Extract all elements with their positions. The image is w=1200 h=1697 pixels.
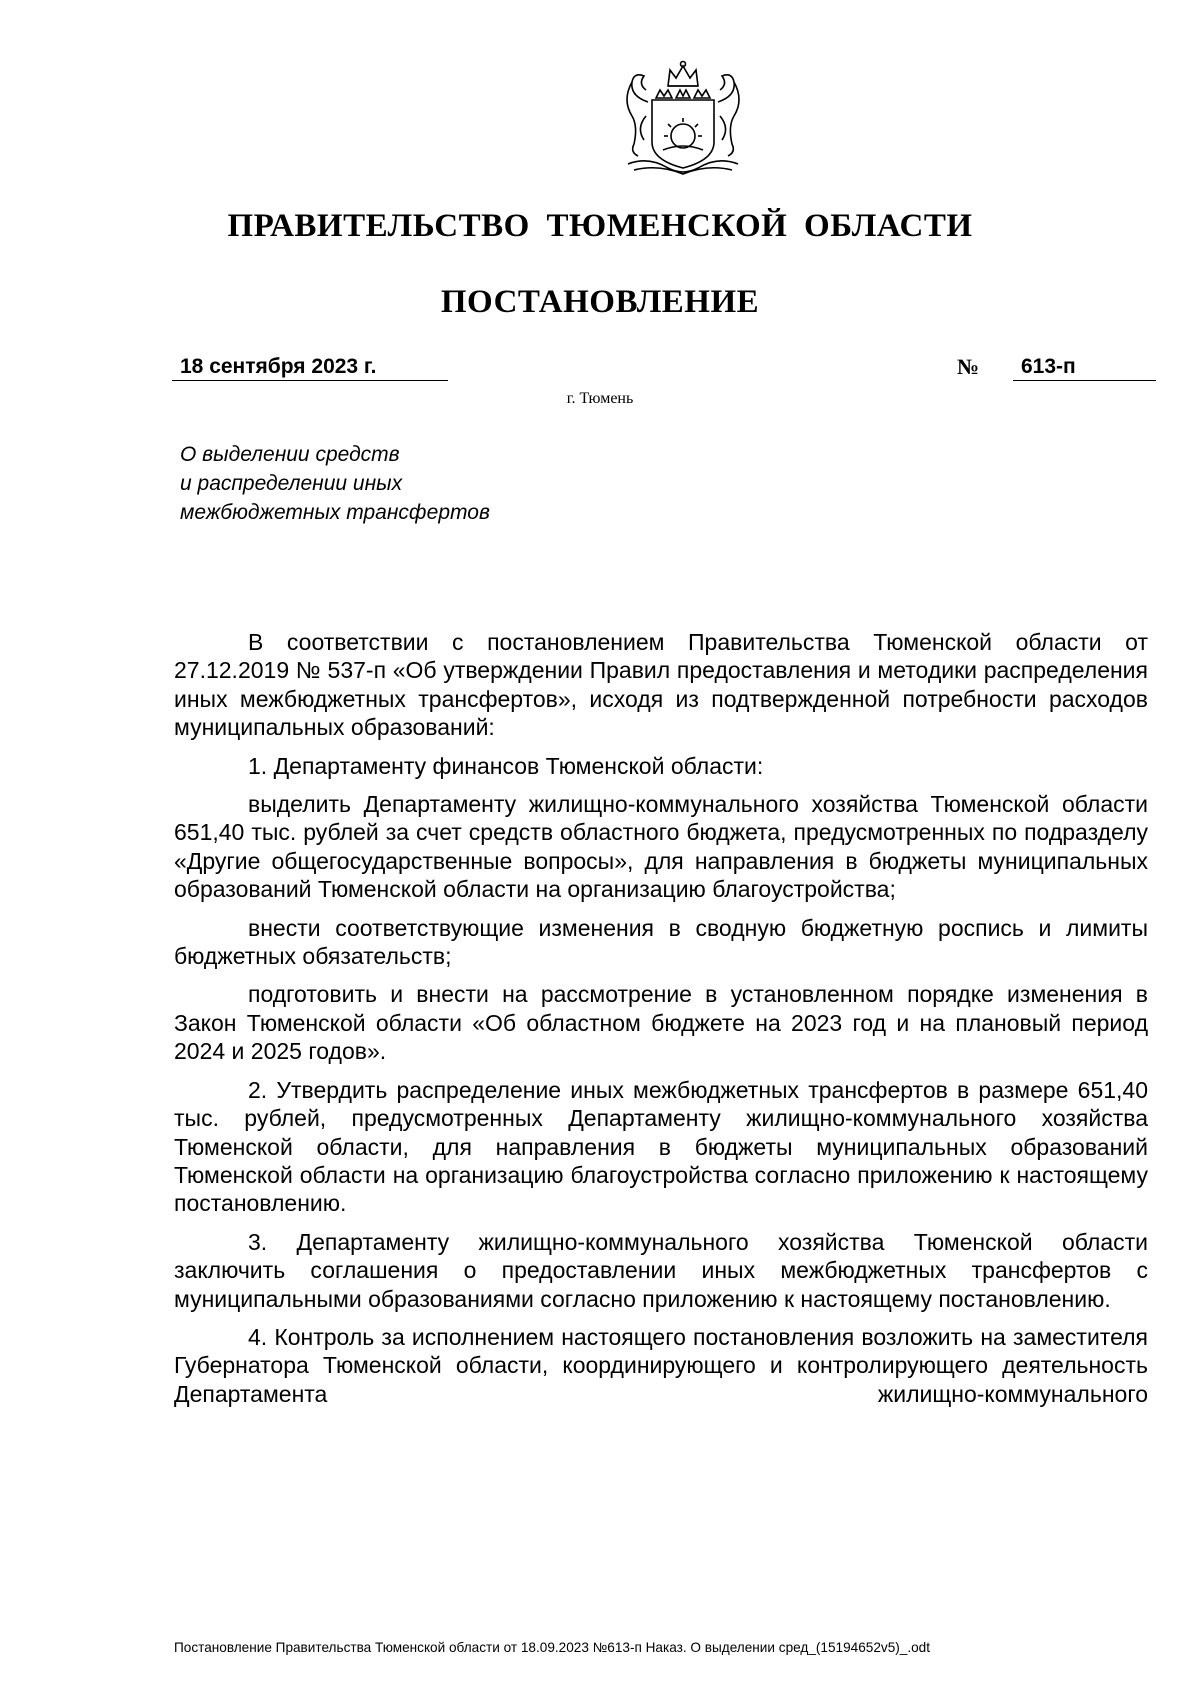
- footer-filename: Постановление Правительства Тюменской области от 18.09.2023 №613-п Наказ. О выделении сред_(15194652v5)_.odt: [174, 1640, 931, 1655]
- city: г. Тюмень: [566, 390, 634, 407]
- document-type: ПОСТАНОВЛЕНИЕ: [440, 284, 760, 320]
- subject-line: и распределении иных: [180, 472, 403, 495]
- document-date: 18 сентября 2023 г.: [172, 354, 448, 381]
- subject-line: О выделении средств: [180, 443, 400, 466]
- number-sign: №: [957, 354, 980, 379]
- subject-line: межбюджетных трансфертов: [180, 501, 490, 524]
- document-number: 613-п: [1013, 354, 1156, 381]
- body-paragraph: 3. Департаменту жилищно-коммунального хозяйства Тюменской области заключить соглашения о предоставлении иных межбюджетных трансфертов с муниципальными образованиями согласно приложению к настоящему постановлению.: [174, 1228, 1148, 1312]
- body-paragraph: В соответствии с постановлением Правительства Тюменской области от 27.12.2019 № 537-п «Об утверждении Правил предоставления и методики распределения иных межбюджетных трансфертов», исходя из подтвержденной потребности расходов муниципальных образований:: [174, 629, 1148, 741]
- document-subject: [180, 440, 700, 527]
- number-label: [957, 354, 979, 381]
- body-paragraph: 4. Контроль за исполнением настоящего постановления возложить на заместителя Губернатора Тюменской области, координирующего и контролирующего деятельность Департамента жилищно-коммунального: [174, 1323, 1148, 1407]
- body-paragraph: внести соответствующие изменения в сводную бюджетную роспись и лимиты бюджетных обязательств;: [174, 914, 1148, 970]
- body-paragraph: подготовить и внести на рассмотрение в установленном порядке изменения в Закон Тюменской области «Об областном бюджете на 2023 год и на плановый период 2024 и 2025 годов».: [174, 981, 1148, 1065]
- document-body: [174, 628, 1148, 1418]
- body-paragraph: выделить Департаменту жилищно-коммунального хозяйства Тюменской области 651,40 тыс. рублей за счет средств областного бюджета, предусмотренных по подразделу «Другие общегосударственные вопросы», для направления в бюджеты муниципальных образований Тюменской области на организацию благоустройства;: [174, 791, 1148, 903]
- coat-of-arms-icon: [608, 56, 758, 180]
- body-paragraph: 2. Утвердить распределение иных межбюджетных трансфертов в размере 651,40 тыс. рублей, предусмотренных Департаменту жилищно-коммунального хозяйства Тюменской области, для направления в бюджеты муниципальных образований Тюменской области на организацию благоустройства согласно приложению к настоящему постановлению.: [174, 1076, 1148, 1217]
- body-paragraph: 1. Департаменту финансов Тюменской области:: [248, 752, 764, 779]
- government-title: ПРАВИТЕЛЬСТВО ТЮМЕНСКОЙ ОБЛАСТИ: [227, 208, 973, 244]
